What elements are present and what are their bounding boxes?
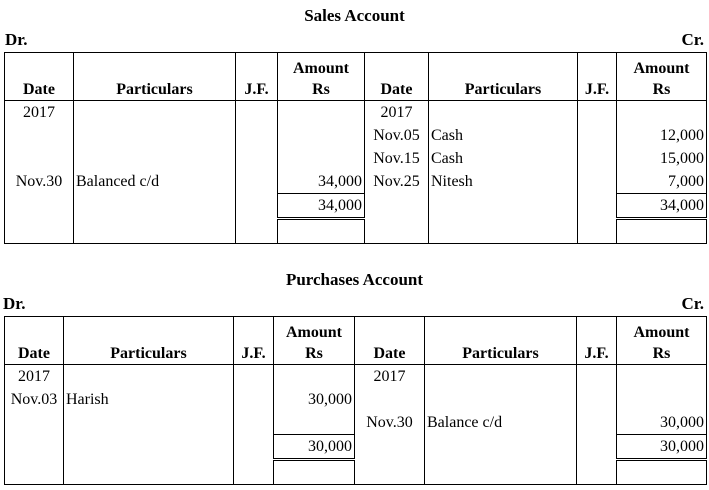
purchases-cr-amount-header: [617, 317, 707, 365]
sales-cr-date: Nov.05: [365, 124, 429, 147]
sales-cr-amount: 15,000: [617, 147, 707, 170]
purchases-cr-label: Cr.: [681, 294, 704, 313]
sales-cr-amount: 7,000: [617, 170, 707, 194]
purchases-dr-label: Dr.: [3, 294, 26, 313]
amount-label: Amount: [292, 60, 349, 77]
sales-dr-year: 2017: [5, 101, 74, 125]
table-row: [5, 388, 707, 411]
sales-cr-particulars-header: Particulars: [429, 53, 578, 101]
sales-cr-label: Cr.: [681, 30, 704, 49]
sales-cr-date-header: Date: [365, 53, 429, 101]
purchases-dr-total: 30,000: [274, 435, 355, 460]
sales-dr-label: Dr.: [5, 30, 28, 49]
sales-dr-jf-header: J.F.: [236, 53, 278, 101]
sales-dr-date-header: Date: [5, 53, 74, 101]
purchases-dr-jf-header: J.F.: [234, 317, 274, 365]
purchases-cr-particulars-header: Particulars: [425, 317, 577, 365]
amount-label: Amount: [633, 324, 690, 341]
purchases-cr-particulars: Balance c/d: [425, 411, 577, 435]
purchases-cr-date: Nov.30: [355, 411, 425, 435]
sales-dr-amount: 34,000: [278, 170, 365, 194]
purchases-dr-date: Nov.03: [5, 388, 64, 411]
purchases-cr-jf-header: J.F.: [577, 317, 617, 365]
table-row: [5, 101, 707, 125]
sales-cr-year: 2017: [365, 101, 429, 125]
sales-total-row: [5, 194, 707, 219]
sales-ledger-table: [4, 52, 707, 244]
purchases-cr-date-header: Date: [355, 317, 425, 365]
sales-dr-total: 34,000: [278, 194, 365, 219]
sales-header-row: [5, 53, 707, 101]
amount-label: Amount: [633, 60, 690, 77]
amount-label: Amount: [285, 324, 342, 341]
sales-dr-amount-header: [278, 53, 365, 101]
currency-label: Rs: [312, 81, 330, 98]
sales-cr-date: Nov.25: [365, 170, 429, 194]
sales-cr-jf-header: J.F.: [578, 53, 617, 101]
table-row: [5, 219, 707, 244]
sales-cr-date: Nov.15: [365, 147, 429, 170]
sales-dr-particulars-header: Particulars: [74, 53, 236, 101]
purchases-dr-particulars-header: Particulars: [64, 317, 234, 365]
purchases-dr-amount-header: [274, 317, 355, 365]
table-row: [5, 124, 707, 147]
sales-cr-total: 34,000: [617, 194, 707, 219]
sales-cr-particulars: Cash: [429, 124, 578, 147]
table-row: [5, 170, 707, 194]
sales-dr-particulars: Balanced c/d: [74, 170, 236, 194]
table-row: [5, 460, 707, 485]
sales-cr-particulars: Cash: [429, 147, 578, 170]
sales-cr-particulars: Nitesh: [429, 170, 578, 194]
sales-dr-date: Nov.30: [5, 170, 74, 194]
table-row: [5, 411, 707, 435]
sales-cr-amount-header: [617, 53, 707, 101]
purchases-cr-amount: 30,000: [617, 411, 707, 435]
currency-label: Rs: [305, 345, 323, 362]
purchases-dr-particulars: Harish: [64, 388, 234, 411]
purchases-cr-total: 30,000: [617, 435, 707, 460]
purchases-header-row: [5, 317, 707, 365]
purchases-dr-year: 2017: [5, 365, 64, 389]
purchases-ledger-table: [4, 316, 707, 485]
sales-cr-amount: 12,000: [617, 124, 707, 147]
purchases-dr-date-header: Date: [5, 317, 64, 365]
currency-label: Rs: [652, 345, 671, 362]
currency-label: Rs: [652, 81, 671, 98]
purchases-cr-year: 2017: [355, 365, 425, 389]
purchases-total-row: [5, 435, 707, 460]
table-row: [5, 365, 707, 389]
table-row: [5, 147, 707, 170]
purchases-dr-amount: 30,000: [274, 388, 355, 411]
purchases-account-title: Purchases Account: [285, 270, 424, 289]
sales-account-title: Sales Account: [304, 6, 405, 25]
